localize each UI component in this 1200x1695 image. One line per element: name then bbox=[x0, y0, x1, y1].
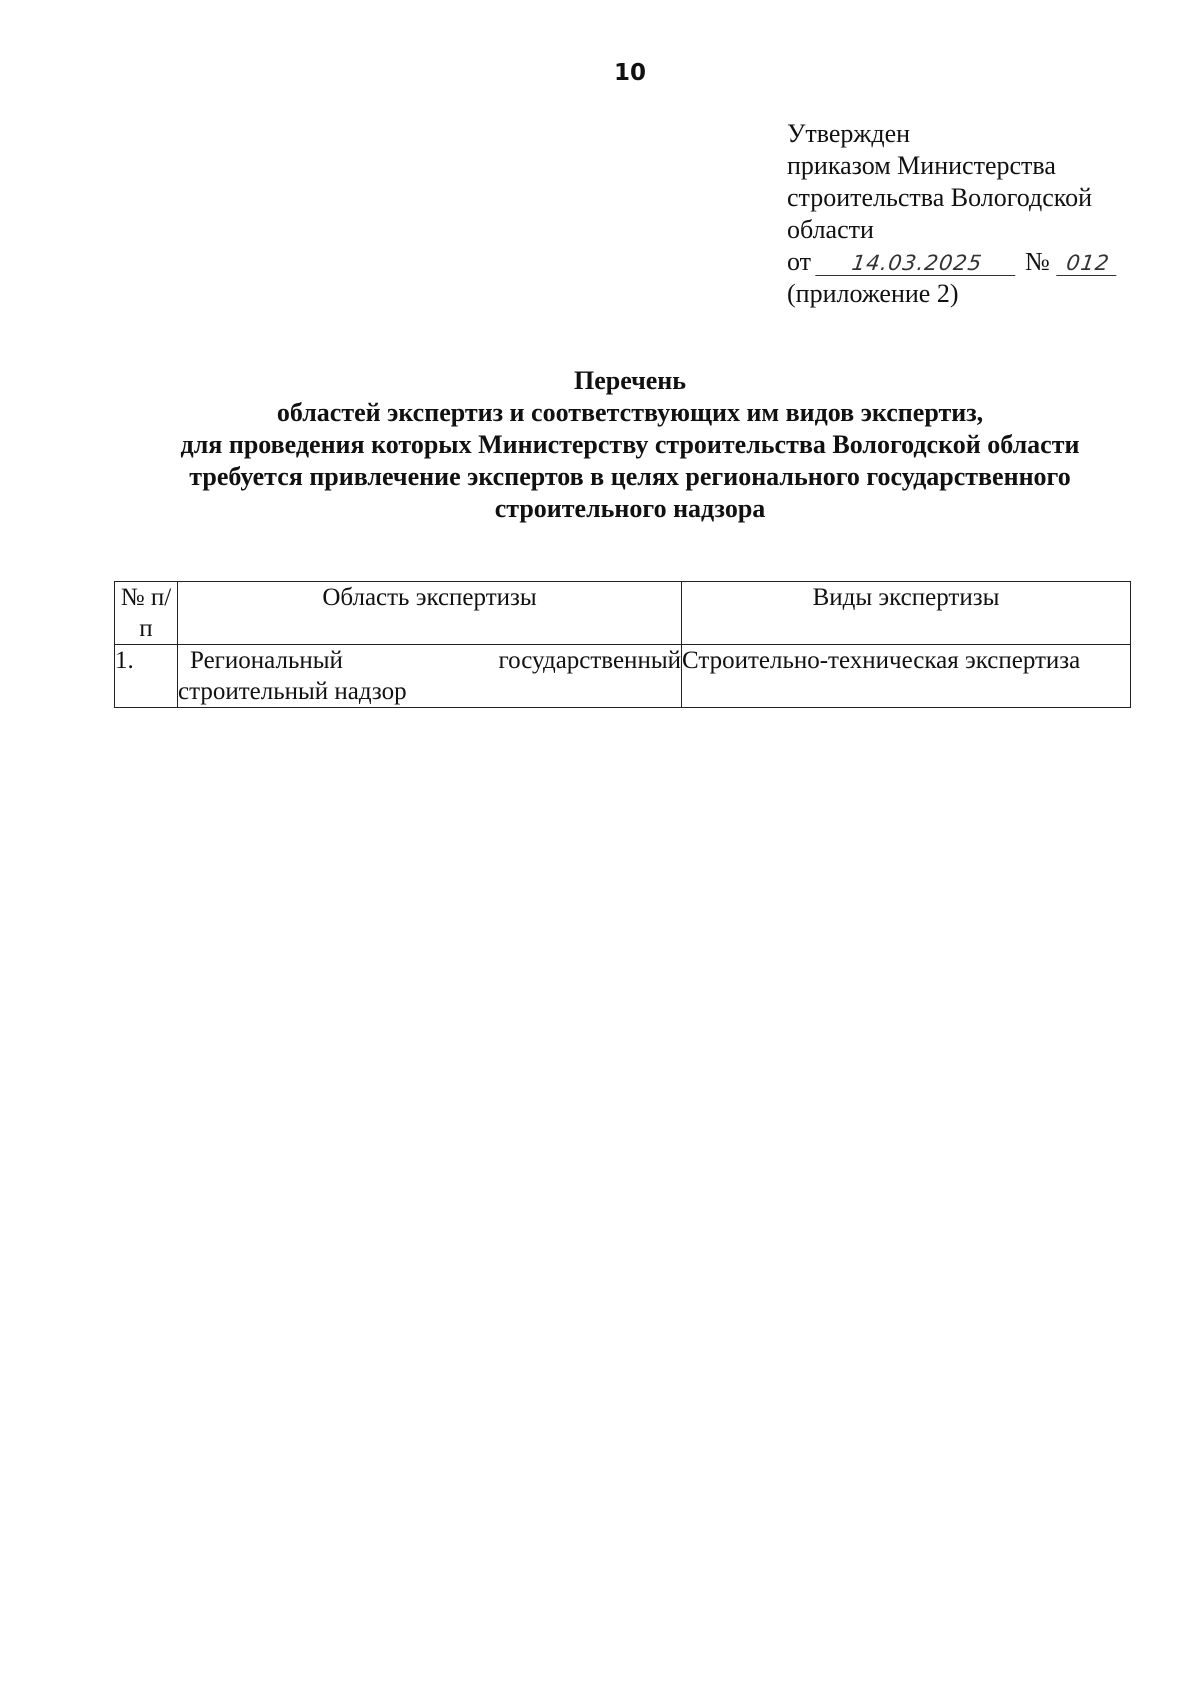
title-line: требуется привлечение экспертов в целях регионального государственного bbox=[189, 462, 1071, 491]
approval-line: области bbox=[787, 215, 874, 244]
page-number: 10 bbox=[613, 60, 646, 86]
expertise-table bbox=[114, 581, 1131, 708]
approval-line: Утвержден bbox=[787, 119, 911, 148]
title-line: Перечень bbox=[573, 366, 687, 395]
header-number: № п/п bbox=[115, 582, 178, 645]
header-area: Область экспертизы bbox=[178, 582, 682, 645]
appendix-label: (приложение 2) bbox=[787, 279, 959, 308]
approval-line: приказом Министерства bbox=[787, 151, 1056, 180]
handwritten-date: 14.03.2025 bbox=[815, 251, 1019, 276]
title-line: для проведения которых Министерству строительства Вологодской области bbox=[180, 430, 1080, 459]
approval-stamp bbox=[787, 118, 1147, 310]
handwritten-number: 012 bbox=[1056, 251, 1120, 276]
table-header-row bbox=[115, 582, 1131, 645]
cell-kind: Строительно-техническая экспертиза bbox=[682, 645, 1131, 708]
number-prefix: № bbox=[1025, 247, 1050, 276]
table-row bbox=[115, 645, 1131, 708]
header-kind: Виды экспертизы bbox=[682, 582, 1131, 645]
title-line: областей экспертиз и соответствующих им видов экспертиз, bbox=[276, 398, 984, 427]
approval-line: строительства Вологодской bbox=[787, 183, 1092, 212]
cell-number: 1. bbox=[115, 645, 178, 708]
cell-area bbox=[178, 645, 682, 708]
document-title bbox=[100, 365, 1160, 525]
date-prefix: от bbox=[787, 247, 812, 276]
cell-area-text: Региональный государственный строительный надзор bbox=[178, 647, 681, 705]
title-line: строительного надзора bbox=[494, 494, 766, 523]
approval-date-line bbox=[787, 246, 1147, 278]
